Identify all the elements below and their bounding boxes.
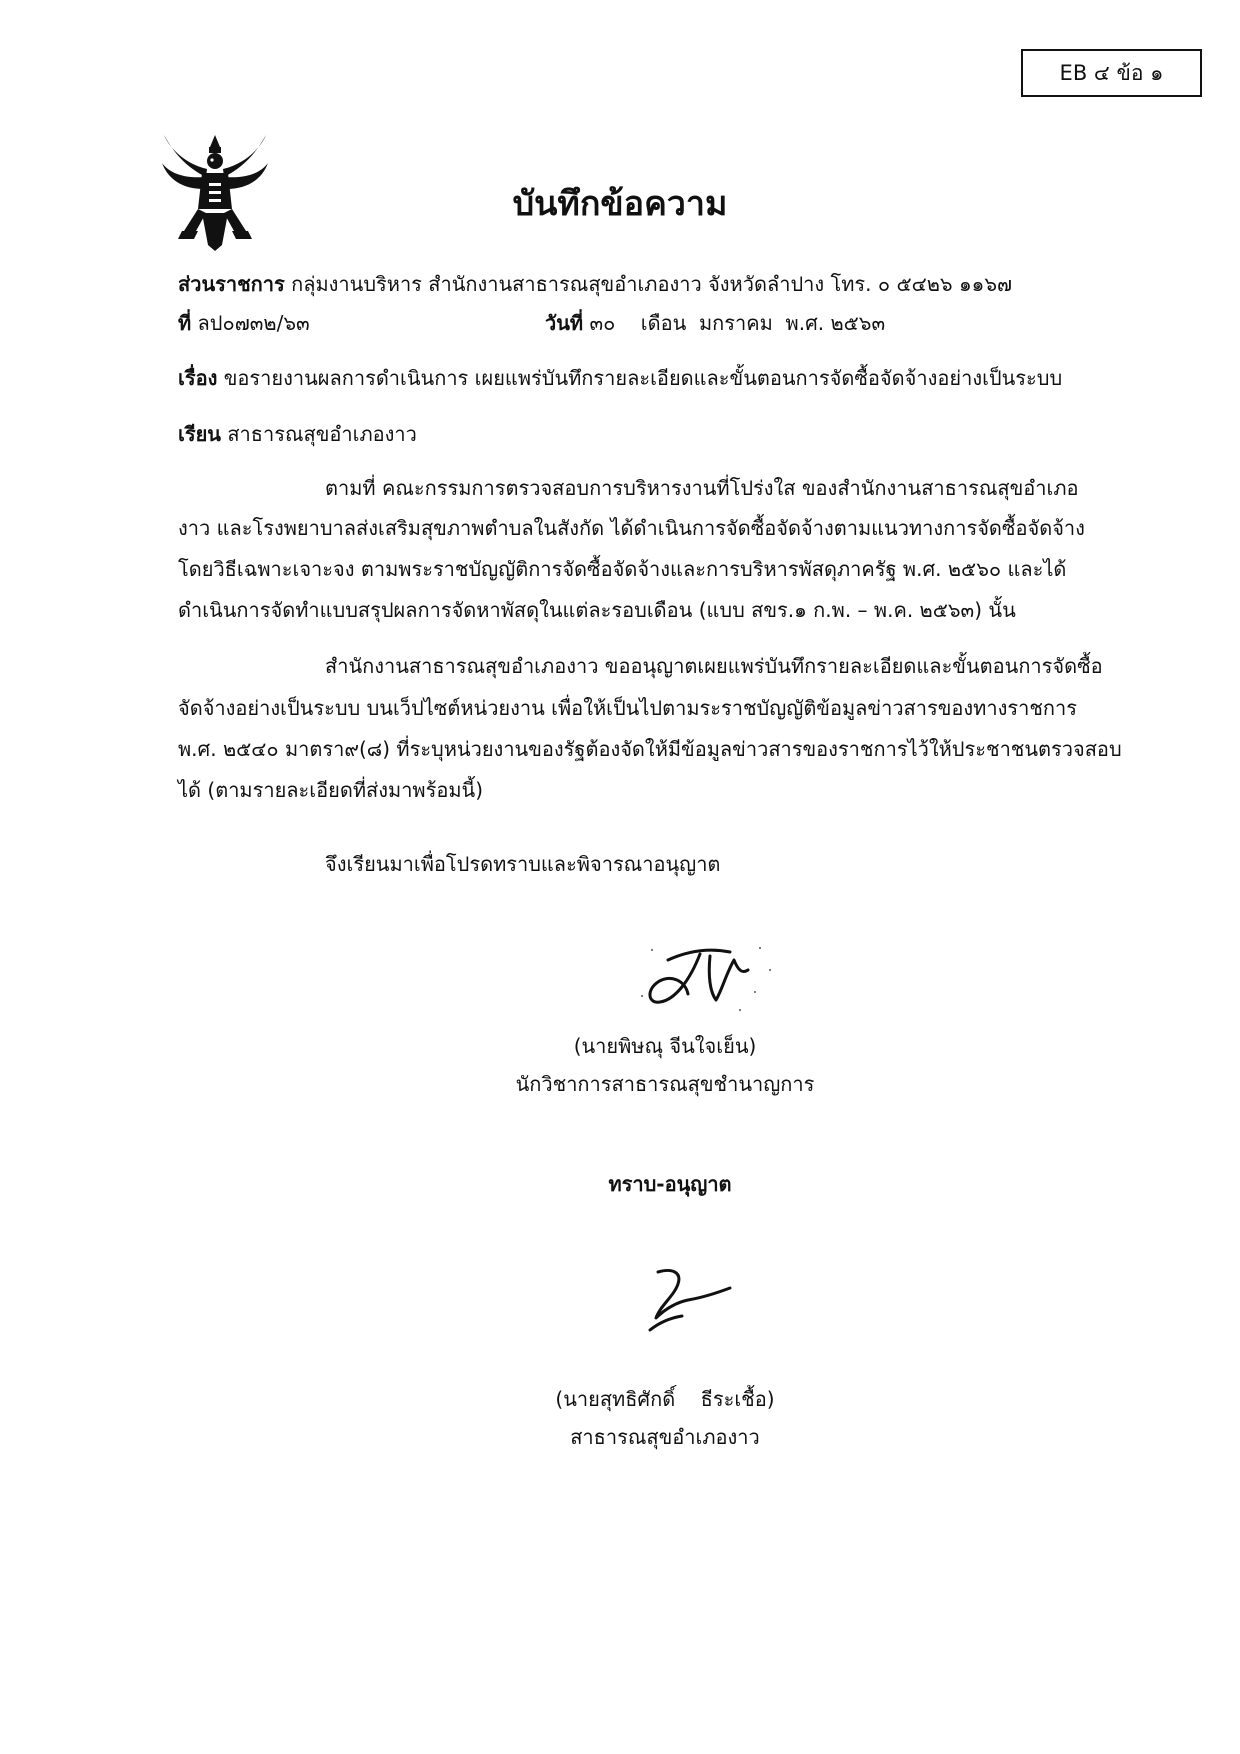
signer-2-title: สาธารณสุขอำเภองาว <box>570 1425 760 1449</box>
paragraph2-line: จัดจ้างอย่างเป็นระบบ บนเว็ปไซต์หน่วยงาน เพื่อให้เป็นไปตามระราชบัญญัติข้อมูลข่าวสารของทางราชการ <box>178 696 1077 720</box>
subject-value: ขอรายงานผลการดำเนินการ เผยแพร่บันทึกรายละเอียดและขั้นตอนการจัดซื้อจัดจ้างอย่างเป็นระบบ <box>223 366 1063 390</box>
paragraph2-line: ได้ (ตามรายละเอียดที่ส่งมาพร้อมนี้) <box>178 778 484 802</box>
signature-1-icon <box>630 930 780 1030</box>
date-value: ๓๐ เดือน มกราคม พ.ศ. ๒๕๖๓ <box>589 311 886 335</box>
closing-line: จึงเรียนมาเพื่อโปรดทราบและพิจารณาอนุญาต <box>325 852 721 876</box>
agency-label: ส่วนราชการ <box>178 272 285 296</box>
approval-text: ทราบ-อนุญาต <box>608 1172 732 1196</box>
to-line <box>178 418 417 450</box>
signer-1-title: นักวิชาการสาธารณสุขชำนาญการ <box>515 1072 815 1096</box>
paragraph2-line: สำนักงานสาธารณสุขอำเภองาว ขออนุญาตเผยแพร่บันทึกรายละเอียดและขั้นตอนการจัดซื้อ <box>325 654 1103 678</box>
reference-value: ลป๐๗๓๒/๖๓ <box>197 311 310 335</box>
paragraph1-line: งาว และโรงพยาบาลส่งเสริมสุขภาพตำบลในสังกัด ได้ดำเนินการจัดซื้อจัดจ้างตามแนวทางการจัดซื้อจัดจ้าง <box>178 516 1085 540</box>
agency-line <box>178 268 1012 300</box>
subject-line <box>178 362 1062 394</box>
reference-line <box>178 307 310 339</box>
signer-1-name: (นายพิษณุ จีนใจเย็น) <box>573 1034 757 1058</box>
to-value: สาธารณสุขอำเภองาว <box>227 422 417 446</box>
to-label: เรียน <box>178 422 221 446</box>
reference-label: ที่ <box>178 311 192 335</box>
agency-value: กลุ่มงานบริหาร สำนักงานสาธารณสุขอำเภองาว จังหวัดลำปาง โทร. ๐ ๕๔๒๖ ๑๑๖๗ <box>291 272 1013 296</box>
paragraph1-line: ตามที่ คณะกรรมการตรวจสอบการบริหารงานที่โปร่งใส ของสำนักงานสาธารณสุขอำเภอ <box>325 476 1079 500</box>
paragraph1-line: ดำเนินการจัดทำแบบสรุปผลการจัดหาพัสดุในแต่ละรอบเดือน (แบบ สขร.๑ ก.พ. – พ.ค. ๒๕๖๓) นั้น <box>178 598 1016 622</box>
signer-2-name: (นายสุทธิศักดิ์ ธีระเชื้อ) <box>555 1387 775 1411</box>
paragraph2-line: พ.ศ. ๒๕๔๐ มาตรา๙(๘) ที่ระบุหน่วยงานของรัฐต้องจัดให้มีข้อมูลข่าวสารของราชการไว้ให้ประชาชนตรวจสอบ <box>178 737 1122 761</box>
signature-2-icon <box>630 1262 750 1342</box>
paragraph1-line: โดยวิธีเฉพาะเจาะจง ตามพระราชบัญญัติการจัดซื้อจัดจ้างและการบริหารพัสดุภาครัฐ พ.ศ. ๒๕๖๐ และได้ <box>178 557 1067 581</box>
document-code-box: EB ๔ ข้อ ๑ <box>1021 49 1202 97</box>
garuda-emblem-icon <box>162 133 268 253</box>
subject-label: เรื่อง <box>178 366 218 390</box>
date-line <box>545 307 885 339</box>
page-title: บันทึกข้อความ <box>512 184 728 224</box>
date-label: วันที่ <box>545 311 584 335</box>
